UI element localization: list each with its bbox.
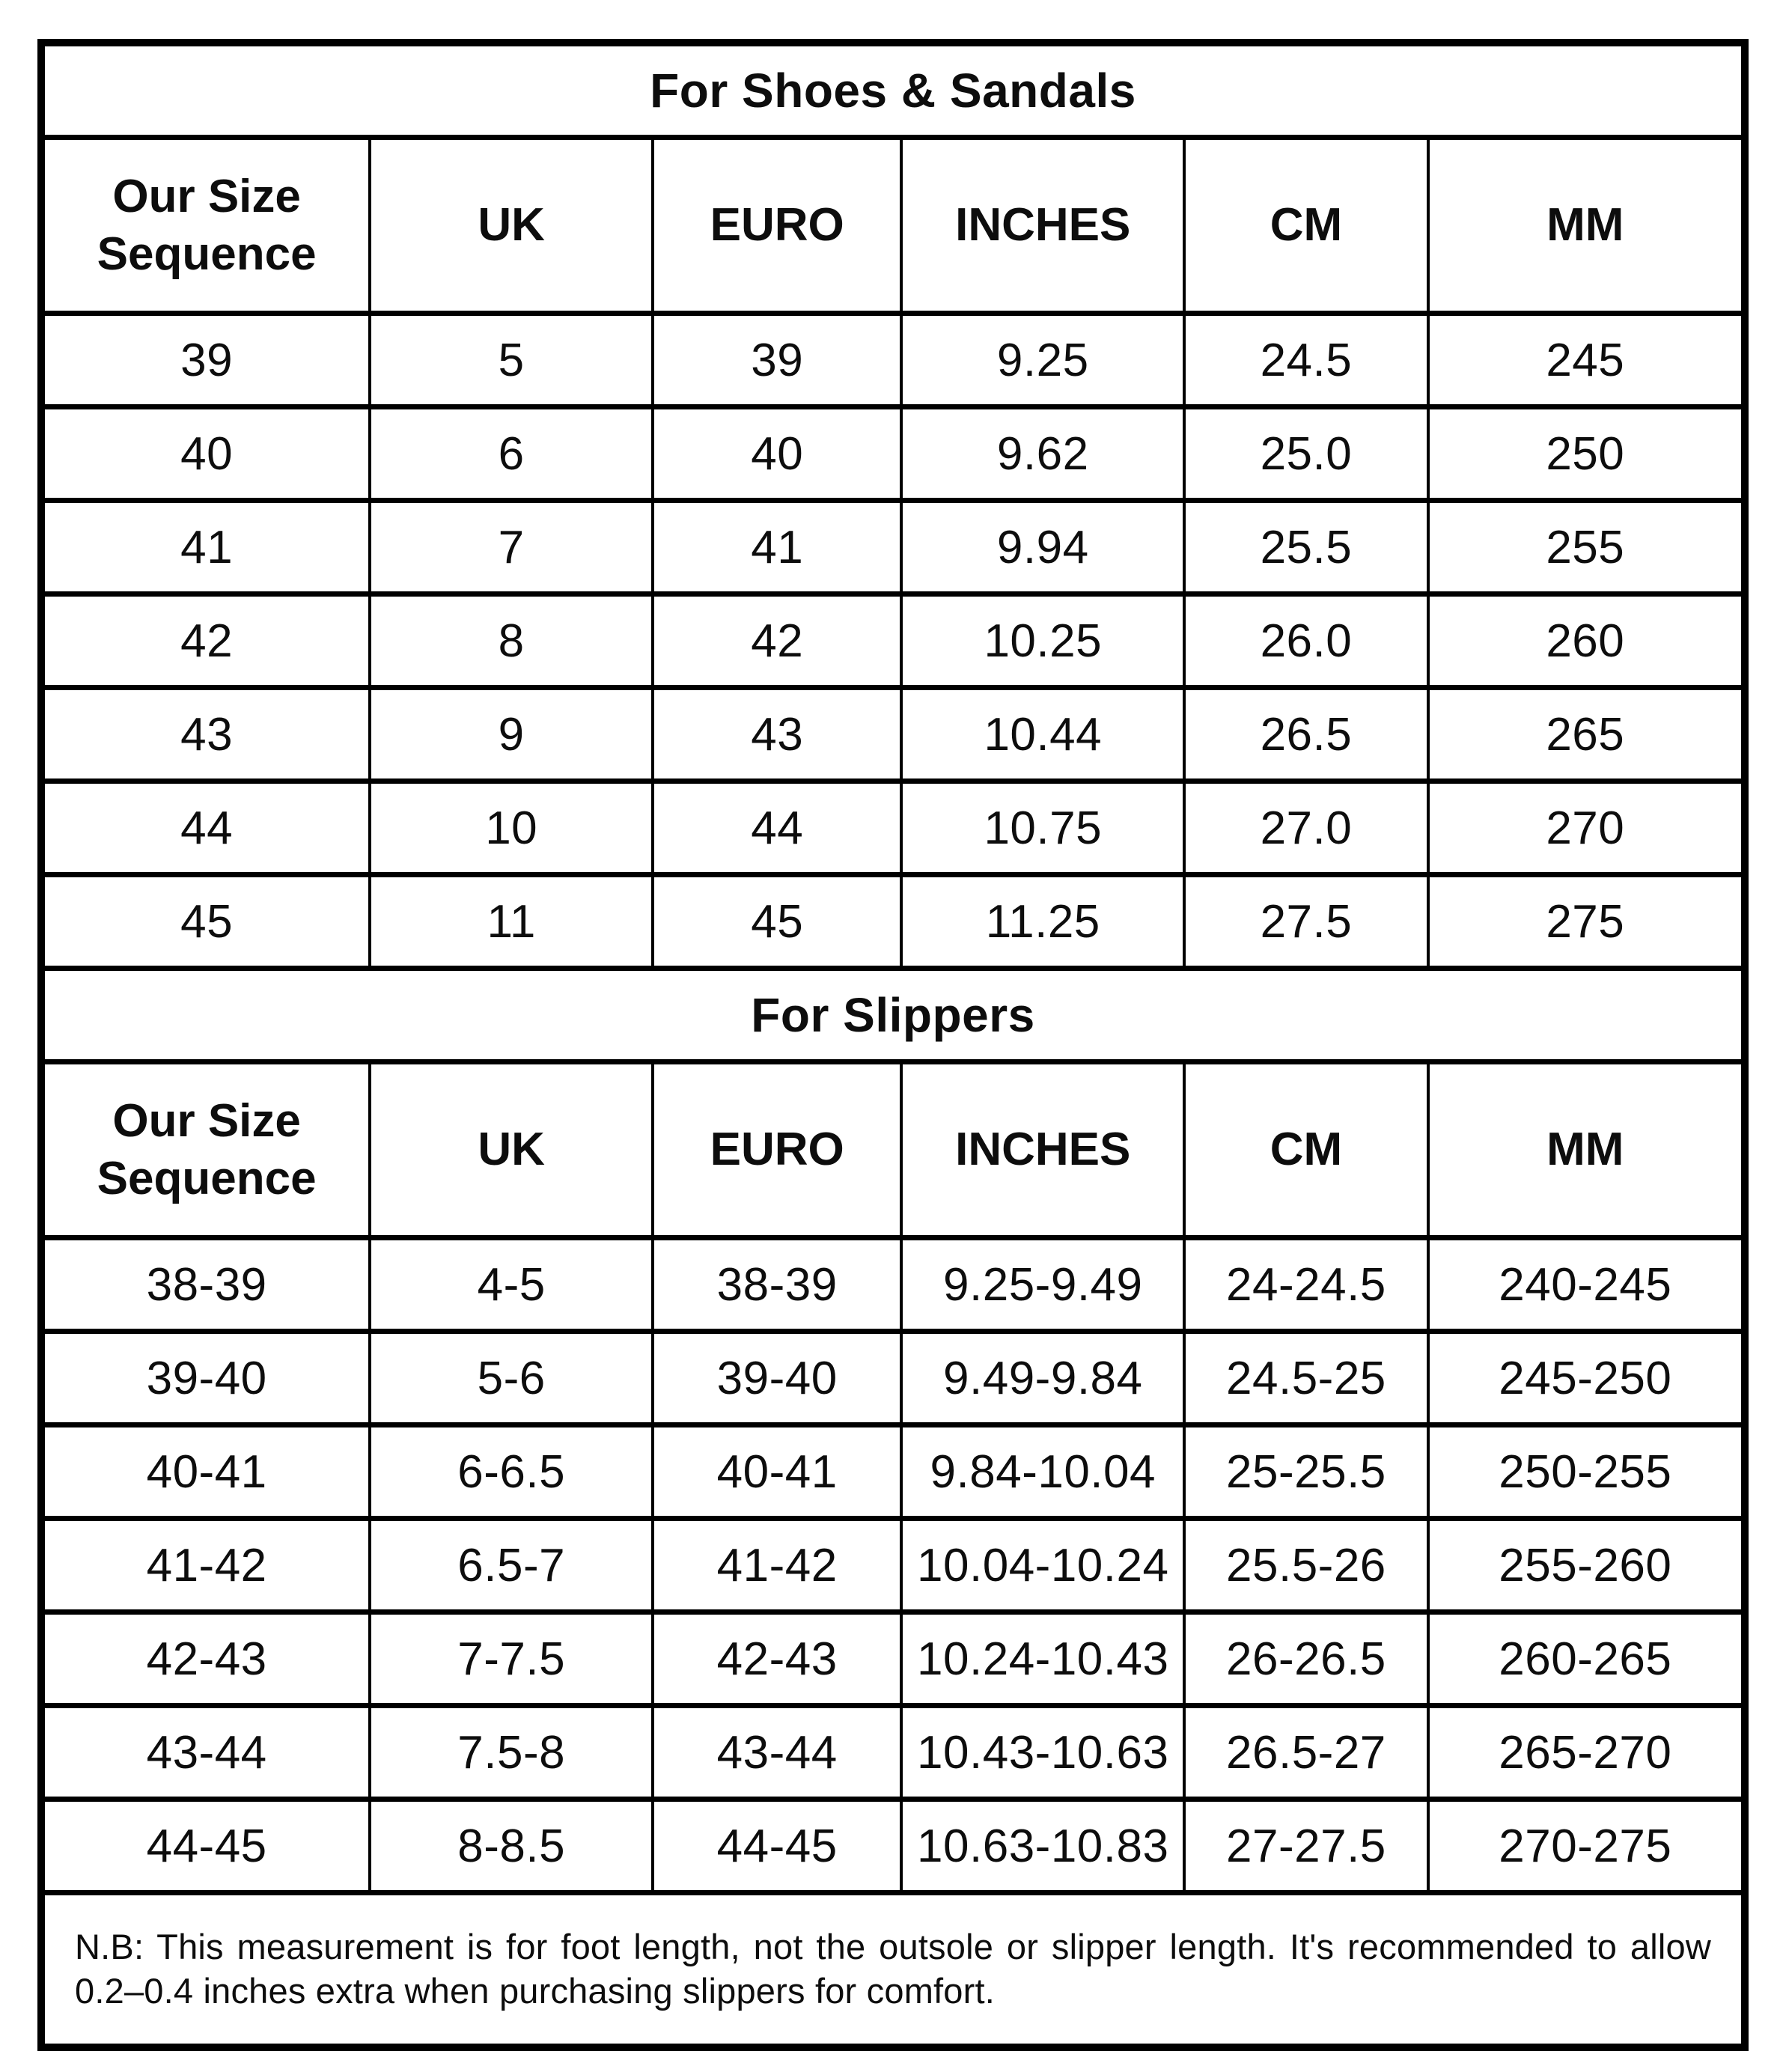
table-cell: 43-44 [41,1706,370,1800]
table-cell: 4-5 [370,1238,653,1332]
table-row [41,1612,1745,1706]
table-cell: 25.5 [1184,501,1427,594]
note-text: N.B: This measurement is for foot length, not the outsole or slipper length. It's recommended to allow 0.2–0.4 inches extra when purchasing slippers for comfort. [75,1927,1711,2011]
table-cell: 240-245 [1428,1238,1745,1332]
column-header: INCHES [901,138,1184,314]
table-cell: 26-26.5 [1184,1612,1427,1706]
table-cell: 27.0 [1184,781,1427,875]
table-cell: 7 [370,501,653,594]
table-cell: 44 [41,781,370,875]
table-cell: 5 [370,314,653,407]
shoes-section-title: For Shoes & Sandals [41,43,1745,138]
table-cell: 260-265 [1428,1612,1745,1706]
table-cell: 42-43 [41,1612,370,1706]
column-header: UK [370,138,653,314]
table-row [41,1238,1745,1332]
note-row [41,1893,1745,2048]
table-cell: 275 [1428,875,1745,969]
table-cell: 7.5-8 [370,1706,653,1800]
table-cell: 45 [41,875,370,969]
table-cell: 255-260 [1428,1519,1745,1612]
table-cell: 9.49-9.84 [901,1332,1184,1425]
table-cell: 25.0 [1184,407,1427,501]
table-row [41,688,1745,781]
table-cell: 6-6.5 [370,1425,653,1519]
column-header: Our Size Sequence [41,138,370,314]
table-cell: 40-41 [41,1425,370,1519]
table-cell: 10.63-10.83 [901,1800,1184,1893]
column-header: EURO [653,138,901,314]
table-row [41,407,1745,501]
shoes-header-row [41,138,1745,314]
slippers-section-title: For Slippers [41,969,1745,1062]
slippers-header-row [41,1062,1745,1238]
table-cell: 250-255 [1428,1425,1745,1519]
table-row [41,1519,1745,1612]
table-cell: 260 [1428,594,1745,688]
table-cell: 25-25.5 [1184,1425,1427,1519]
table-cell: 40 [41,407,370,501]
table-cell: 39-40 [41,1332,370,1425]
note-cell [41,1893,1745,2048]
table-row [41,501,1745,594]
table-cell: 9 [370,688,653,781]
table-cell: 9.62 [901,407,1184,501]
table-cell: 11 [370,875,653,969]
table-row [41,1800,1745,1893]
column-header: UK [370,1062,653,1238]
table-row [41,875,1745,969]
table-row [41,781,1745,875]
table-cell: 270-275 [1428,1800,1745,1893]
shoe-size-chart-table [37,39,1749,2051]
column-header: Our Size Sequence [41,1062,370,1238]
table-cell: 9.94 [901,501,1184,594]
table-row [41,314,1745,407]
table-cell: 43 [653,688,901,781]
table-cell: 45 [653,875,901,969]
table-row [41,1332,1745,1425]
column-header: MM [1428,1062,1745,1238]
table-cell: 265 [1428,688,1745,781]
table-row [41,1706,1745,1800]
column-header: CM [1184,1062,1427,1238]
table-cell: 27-27.5 [1184,1800,1427,1893]
table-cell: 10.44 [901,688,1184,781]
table-cell: 42-43 [653,1612,901,1706]
table-cell: 10.43-10.63 [901,1706,1184,1800]
table-cell: 38-39 [653,1238,901,1332]
table-cell: 43-44 [653,1706,901,1800]
table-cell: 41 [653,501,901,594]
table-cell: 43 [41,688,370,781]
table-cell: 5-6 [370,1332,653,1425]
table-cell: 27.5 [1184,875,1427,969]
table-cell: 9.84-10.04 [901,1425,1184,1519]
table-cell: 26.0 [1184,594,1427,688]
table-row [41,594,1745,688]
table-cell: 10.24-10.43 [901,1612,1184,1706]
table-cell: 250 [1428,407,1745,501]
table-cell: 39 [41,314,370,407]
table-cell: 41 [41,501,370,594]
table-cell: 265-270 [1428,1706,1745,1800]
table-cell: 25.5-26 [1184,1519,1427,1612]
column-header: EURO [653,1062,901,1238]
column-header: MM [1428,138,1745,314]
table-cell: 40 [653,407,901,501]
slippers-section-title-row [41,969,1745,1062]
table-cell: 41-42 [41,1519,370,1612]
table-cell: 6.5-7 [370,1519,653,1612]
table-cell: 39 [653,314,901,407]
shoes-section-title-row [41,43,1745,138]
table-cell: 6 [370,407,653,501]
table-cell: 44 [653,781,901,875]
table-cell: 255 [1428,501,1745,594]
table-cell: 44-45 [653,1800,901,1893]
table-cell: 24.5 [1184,314,1427,407]
table-cell: 9.25-9.49 [901,1238,1184,1332]
table-cell: 9.25 [901,314,1184,407]
column-header: CM [1184,138,1427,314]
table-row [41,1425,1745,1519]
table-cell: 8 [370,594,653,688]
table-cell: 8-8.5 [370,1800,653,1893]
table-cell: 41-42 [653,1519,901,1612]
table-cell: 44-45 [41,1800,370,1893]
table-cell: 26.5 [1184,688,1427,781]
table-cell: 270 [1428,781,1745,875]
table-cell: 10.75 [901,781,1184,875]
table-cell: 7-7.5 [370,1612,653,1706]
table-cell: 245 [1428,314,1745,407]
table-cell: 40-41 [653,1425,901,1519]
table-cell: 10 [370,781,653,875]
table-cell: 245-250 [1428,1332,1745,1425]
table-cell: 38-39 [41,1238,370,1332]
table-cell: 42 [41,594,370,688]
table-cell: 24.5-25 [1184,1332,1427,1425]
table-cell: 11.25 [901,875,1184,969]
table-cell: 42 [653,594,901,688]
table-cell: 10.04-10.24 [901,1519,1184,1612]
column-header: INCHES [901,1062,1184,1238]
table-cell: 24-24.5 [1184,1238,1427,1332]
table-cell: 10.25 [901,594,1184,688]
table-cell: 39-40 [653,1332,901,1425]
table-cell: 26.5-27 [1184,1706,1427,1800]
